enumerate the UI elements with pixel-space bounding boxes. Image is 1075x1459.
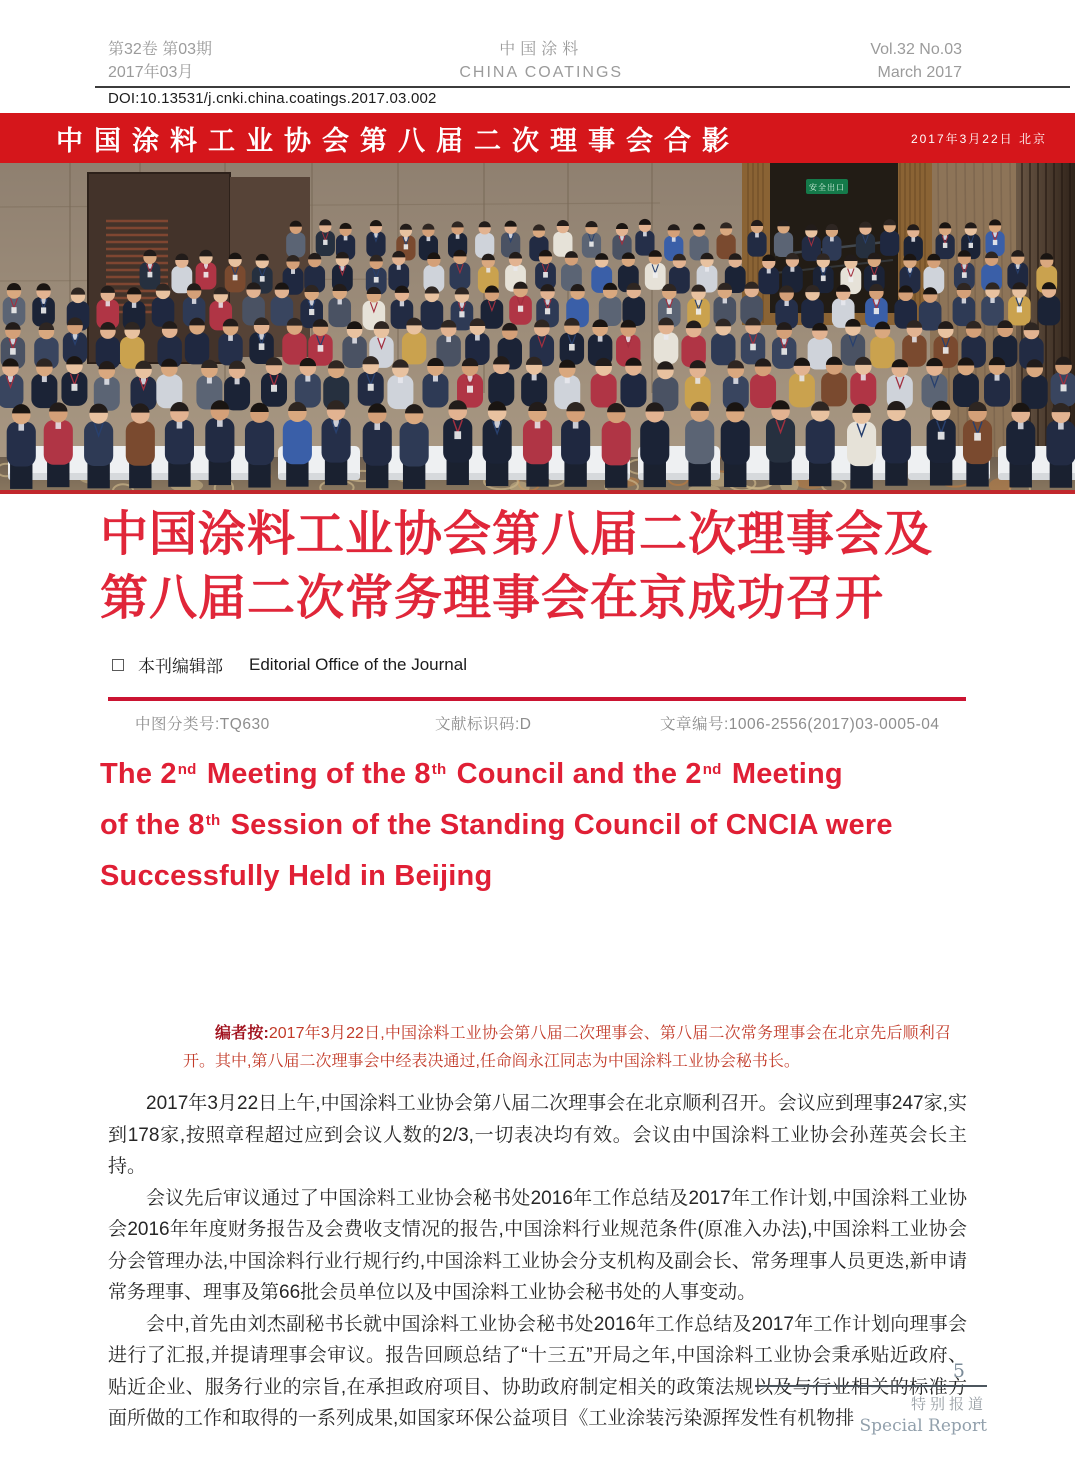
title-text: Meeting — [723, 758, 843, 790]
photo-caption-banner — [0, 113, 1075, 163]
section-name-en: Special Report — [859, 1416, 987, 1436]
volume-cn: 第32卷 第03期 — [108, 41, 213, 58]
editor-note-text: 2017年3月22日,中国涂料工业协会第八届二次理事会、第八届二次常务理事会在北京先后顺利召开。其中,第八届二次理事会中经表决通过,任命阎永江同志为中国涂料工业协会秘书长。 — [183, 1025, 951, 1070]
title-text: The 2 — [100, 758, 177, 790]
issue-info-cn — [108, 38, 212, 84]
issue-info-en — [870, 38, 962, 84]
group-photo-illustration — [0, 163, 1075, 494]
editor-note-label: 编者按: — [215, 1025, 269, 1042]
title-text: Successfully Held in Beijing — [100, 860, 493, 892]
paragraph: 2017年3月22日上午,中国涂料工业协会第八届二次理事会在北京顺利召开。会议应到理事247家,实到178家,按照章程超过应到会议人数的2/3,一切表决均有效。会议由中国涂料工业协会孙莲英会长主持。 — [108, 1093, 967, 1177]
title-text: Council and the 2 — [448, 758, 702, 790]
paragraph: 会议先后审议通过了中国涂料工业协会秘书处2016年工作总结及2017年工作计划,中国涂料工业协会2016年年度财务报告及会费收支情况的报告,中国涂料行业规范条件(原准入办法),中国涂料工业协会分会管理办法,中国涂料行业行规行约,中国涂料工业协会分支机构及副会长、常务理事人员更迭,新申请常务理事、理事及第66批会员单位以及中国涂料工业协会秘书处的人事变动。 — [108, 1187, 967, 1303]
title-superscript: th — [431, 760, 447, 778]
volume-en: Vol.32 No.03 — [870, 41, 962, 58]
group-photo — [0, 163, 1075, 494]
svg-text:安全出口: 安全出口 — [809, 183, 845, 192]
clc-number: 中图分类号:TQ630 — [135, 716, 270, 733]
journal-name-en: CHINA COATINGS — [459, 64, 624, 81]
square-bullet-icon — [112, 659, 124, 671]
title-superscript: nd — [177, 760, 197, 778]
date-cn: 2017年03月 — [108, 64, 194, 81]
article-title-cn-line1: 中国涂料工业协会第八届二次理事会及 — [100, 508, 934, 561]
page-footer — [755, 1360, 987, 1436]
title-text: Session of the Standing Council of CNCIA were — [222, 809, 893, 841]
page-number: 5 — [952, 1360, 965, 1382]
article-title-cn-line2: 第八届二次常务理事会在京成功召开 — [100, 572, 885, 625]
article-title-cn — [100, 503, 1000, 631]
article-number: 文章编号:1006-2556(2017)03-0005-04 — [660, 716, 940, 733]
footer-rule — [755, 1385, 987, 1387]
header-rule — [95, 86, 1070, 88]
journal-name — [459, 38, 623, 84]
document-code: 文献标识码:D — [435, 716, 532, 733]
editor-note — [183, 1020, 951, 1076]
doi-line: DOI:10.13531/j.cnki.china.coatings.2017.03.002 — [108, 90, 437, 107]
title-text: of the 8 — [100, 809, 205, 841]
classification-row — [135, 712, 965, 734]
journal-name-cn: 中国涂料 — [499, 41, 584, 58]
red-divider-rule — [108, 697, 966, 701]
title-superscript: nd — [702, 760, 722, 778]
date-en: March 2017 — [877, 64, 962, 81]
paragraph: 会中,首先由刘杰副秘书长就中国涂料工业协会秘书处2016年工作总结及2017年工作计划向理事会进行了汇报,并提请理事会审议。报告回顾总结了“十三五”开局之年,中国涂料工业协会秉承贴近政府、贴近企业、服务行业的宗旨,在承担政府项目、协助政府制定相关的政策法规以及与行业相关的标准方面所做的工作和取得的一系列成果,如国家环保公益项目《工业涂装污染源挥发性有机物排 — [108, 1313, 967, 1429]
section-name-cn: 特别报道 — [910, 1396, 987, 1413]
author-en: Editorial Office of the Journal — [249, 654, 467, 674]
article-title-en — [100, 751, 970, 900]
running-head — [108, 38, 962, 84]
author-line — [112, 652, 467, 677]
author-cn: 本刊编辑部 — [138, 657, 223, 676]
title-superscript: th — [205, 811, 221, 829]
title-text: Meeting of the 8 — [198, 758, 431, 790]
photo-caption: 中国涂料工业协会第八届二次理事会合影 — [56, 125, 740, 156]
photo-date-location: 2017年3月22日 北京 — [910, 131, 1047, 146]
